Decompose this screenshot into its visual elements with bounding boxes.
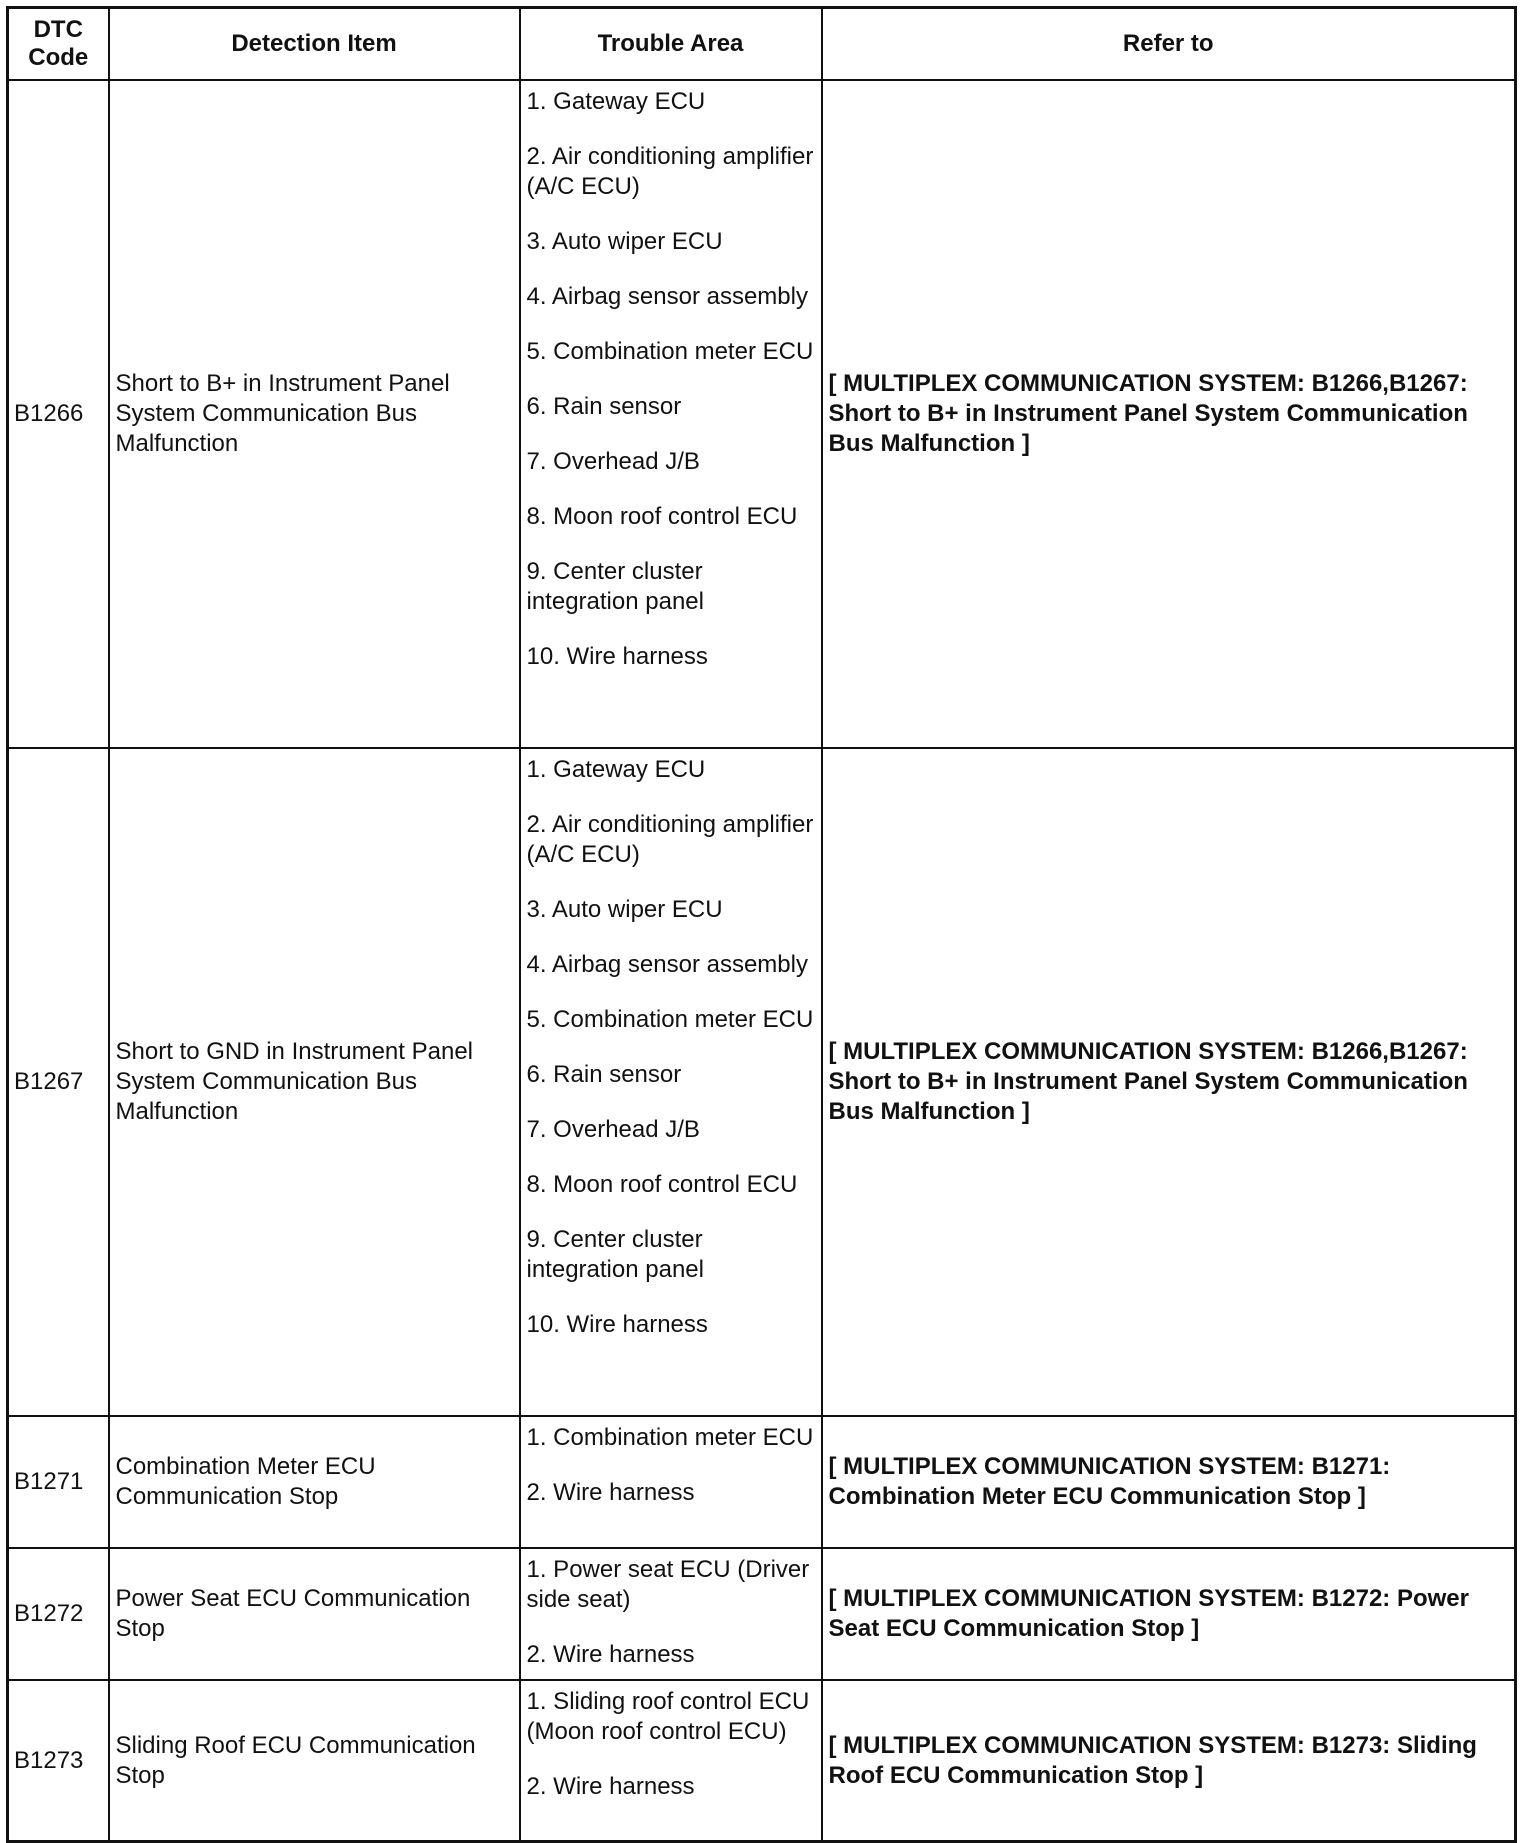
table-row — [8, 1416, 1516, 1548]
trouble-area-item: 6. Rain sensor — [526, 1061, 682, 1088]
trouble-area-item: 2. Air conditioning amplifier (A/C ECU) — [526, 143, 814, 200]
trouble-area-item: 9. Center cluster integration panel — [526, 1226, 704, 1283]
table-header — [8, 8, 1516, 81]
trouble-area-item: 10. Wire harness — [526, 643, 708, 670]
table-row — [8, 1680, 1516, 1842]
trouble-area-item: 4. Airbag sensor assembly — [526, 283, 808, 310]
trouble-area-item: 3. Auto wiper ECU — [526, 896, 723, 923]
detection-item: Combination Meter ECU Communication Stop — [109, 1416, 520, 1548]
dtc-table — [6, 6, 1517, 1843]
trouble-area-item: 9. Center cluster integration panel — [526, 558, 704, 615]
trouble-area-item: 1. Combination meter ECU — [526, 1424, 814, 1451]
trouble-area — [520, 1680, 822, 1842]
refer-to-link[interactable]: [ MULTIPLEX COMMUNICATION SYSTEM: B1266,B1267: Short to B+ in Instrument Panel System Communication Bus Malfunction ] — [822, 80, 1516, 748]
trouble-area-item: 4. Airbag sensor assembly — [526, 951, 808, 978]
trouble-area-item: 2. Air conditioning amplifier (A/C ECU) — [526, 811, 814, 868]
refer-to-link[interactable]: [ MULTIPLEX COMMUNICATION SYSTEM: B1272: Power Seat ECU Communication Stop ] — [822, 1548, 1516, 1680]
dtc-code: B1272 — [8, 1548, 109, 1680]
detection-item: Short to GND in Instrument Panel System Communication Bus Malfunction — [109, 748, 520, 1416]
trouble-area — [520, 748, 822, 1416]
trouble-area-list — [527, 87, 815, 672]
trouble-area-item: 1. Power seat ECU (Driver side seat) — [526, 1556, 810, 1613]
trouble-area-item: 10. Wire harness — [526, 1311, 708, 1338]
trouble-area-list — [527, 1423, 815, 1508]
header-detection-item: Detection Item — [109, 8, 520, 81]
trouble-area — [520, 1416, 822, 1548]
header-row — [8, 8, 1516, 81]
detection-item: Short to B+ in Instrument Panel System Communication Bus Malfunction — [109, 80, 520, 748]
trouble-area — [520, 1548, 822, 1680]
trouble-area-item: 8. Moon roof control ECU — [526, 503, 798, 530]
dtc-code: B1267 — [8, 748, 109, 1416]
trouble-area-item: 7. Overhead J/B — [526, 1116, 700, 1143]
trouble-area-item: 8. Moon roof control ECU — [526, 1171, 798, 1198]
refer-to-link[interactable]: [ MULTIPLEX COMMUNICATION SYSTEM: B1271: Combination Meter ECU Communication Stop ] — [822, 1416, 1516, 1548]
trouble-area-item: 5. Combination meter ECU — [526, 338, 814, 365]
table-body — [8, 80, 1516, 1842]
trouble-area-item: 1. Gateway ECU — [526, 756, 706, 783]
header-trouble-area: Trouble Area — [520, 8, 822, 81]
detection-item: Sliding Roof ECU Communication Stop — [109, 1680, 520, 1842]
trouble-area-item: 6. Rain sensor — [526, 393, 682, 420]
trouble-area-list — [527, 1555, 815, 1670]
trouble-area-item: 2. Wire harness — [526, 1641, 695, 1668]
trouble-area — [520, 80, 822, 748]
table-row — [8, 80, 1516, 748]
trouble-area-item: 3. Auto wiper ECU — [526, 228, 723, 255]
header-dtc-code: DTC Code — [8, 8, 109, 81]
dtc-code: B1266 — [8, 80, 109, 748]
detection-item: Power Seat ECU Communication Stop — [109, 1548, 520, 1680]
refer-to-link[interactable]: [ MULTIPLEX COMMUNICATION SYSTEM: B1266,B1267: Short to B+ in Instrument Panel System Communication Bus Malfunction ] — [822, 748, 1516, 1416]
table-row — [8, 748, 1516, 1416]
trouble-area-list — [527, 755, 815, 1340]
trouble-area-item: 1. Sliding roof control ECU (Moon roof control ECU) — [526, 1688, 810, 1745]
trouble-area-item: 7. Overhead J/B — [526, 448, 700, 475]
dtc-code: B1271 — [8, 1416, 109, 1548]
trouble-area-item: 1. Gateway ECU — [526, 88, 706, 115]
header-refer-to: Refer to — [822, 8, 1516, 81]
trouble-area-item: 2. Wire harness — [526, 1773, 695, 1800]
table-row — [8, 1548, 1516, 1680]
refer-to-link[interactable]: [ MULTIPLEX COMMUNICATION SYSTEM: B1273: Sliding Roof ECU Communication Stop ] — [822, 1680, 1516, 1842]
trouble-area-item: 2. Wire harness — [526, 1479, 695, 1506]
trouble-area-item: 5. Combination meter ECU — [526, 1006, 814, 1033]
trouble-area-list — [527, 1687, 815, 1802]
dtc-code: B1273 — [8, 1680, 109, 1842]
